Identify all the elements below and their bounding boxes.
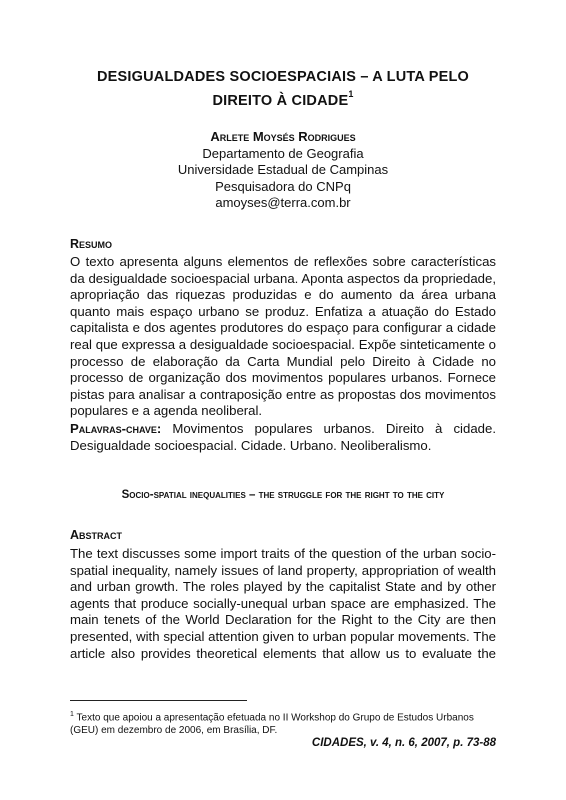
abstract-line: article also provides theoretical elements that allow us to evaluate the	[70, 645, 496, 661]
author-department: Departamento de Geografia	[202, 145, 364, 161]
abstract-heading: Abstract	[70, 528, 123, 542]
resumo-line: populares e a agenda neoliberal.	[70, 403, 263, 419]
resumo-heading: Resumo	[70, 237, 113, 251]
author-email: amoyses@terra.com.br	[215, 195, 351, 210]
title-line-2	[70, 87, 496, 111]
journal-reference: CIDADES, v. 4, n. 6, 2007, p. 73-88	[311, 737, 496, 749]
abstract-line: The text discusses some import traits of the question of the urban socio-	[70, 546, 496, 561]
abstract-line: presented, with special attention given to urban popular movements. The	[70, 628, 496, 644]
footnote-text-1: Texto que apoiou a apresentação efetuada no II Workshop do Grupo de Estudos Urbanos	[76, 712, 474, 724]
author-position: Pesquisadora do CNPq	[215, 178, 351, 194]
english-title: Socio-spatial inequalities – the struggle for the right to the city	[121, 489, 445, 501]
abstract-line: main tenets of the World Declaration for the Right to the City are then	[70, 612, 496, 628]
keywords-block	[70, 421, 496, 454]
resumo-line: da desigualdade socioespacial urbana. Aponta aspectos da propriedade,	[70, 270, 496, 286]
footnote	[70, 709, 496, 737]
author-block	[100, 129, 466, 212]
resumo-line: O texto apresenta alguns elementos de reflexões sobre características	[70, 254, 496, 269]
resumo-line: real que expressa a desigualdade socioespacial. Expõe sinteticamente o	[70, 336, 496, 352]
abstract-line: agents that produce socially-unequal urban space are emphasized. The	[70, 595, 496, 611]
keywords-label: Palavras-chave:	[70, 421, 162, 436]
resumo-line: pistas para analisar a contraposição entre as propostas dos movimentos	[70, 386, 496, 402]
abstract-body	[70, 546, 496, 662]
resumo-line: processo de organização dos movimentos populares urbanos. Fornece	[70, 370, 496, 386]
author-name: Arlete Moysés Rodrigues	[210, 129, 356, 144]
keywords-text-1: Movimentos populares urbanos. Direito à cidade.	[172, 421, 496, 436]
resumo-line: capitalista e dos agentes produtores do espaço para configurar a cidade	[70, 320, 496, 336]
resumo-body	[70, 254, 496, 420]
title-footnote-mark: 1	[348, 89, 354, 99]
footnote-divider	[70, 700, 247, 701]
title-line-2-text: DIREITO À CIDADE	[212, 92, 349, 109]
abstract-line: spatial inequality, namely issues of land property, appropriation of wealth	[70, 562, 496, 578]
keywords-line-1	[70, 421, 496, 438]
resumo-line: processo de elaboração da Carta Mundial pelo Direito à Cidade no	[70, 353, 496, 369]
paper-title	[70, 68, 496, 111]
keywords-line-2: Desigualdade socioespacial. Cidade. Urbano. Neoliberalismo.	[70, 437, 432, 453]
author-university: Universidade Estadual de Campinas	[177, 162, 389, 177]
resumo-line: quanto mais espaço urbano se produz. Enfatiza a atuação do Estado	[70, 303, 496, 319]
footnote-line-2: (GEU) em dezembro de 2006, em Brasília, DF.	[70, 724, 278, 736]
title-line-1: DESIGUALDADES SOCIOESPACIAIS – A LUTA PELO	[96, 69, 469, 85]
footnote-line-1	[70, 709, 496, 725]
resumo-line: apropriação das riquezas produzidas e do aumento da área urbana	[70, 287, 496, 303]
abstract-line: and urban growth. The roles played by the capitalist State and by other	[70, 579, 496, 595]
footnote-mark: 1	[70, 711, 74, 718]
